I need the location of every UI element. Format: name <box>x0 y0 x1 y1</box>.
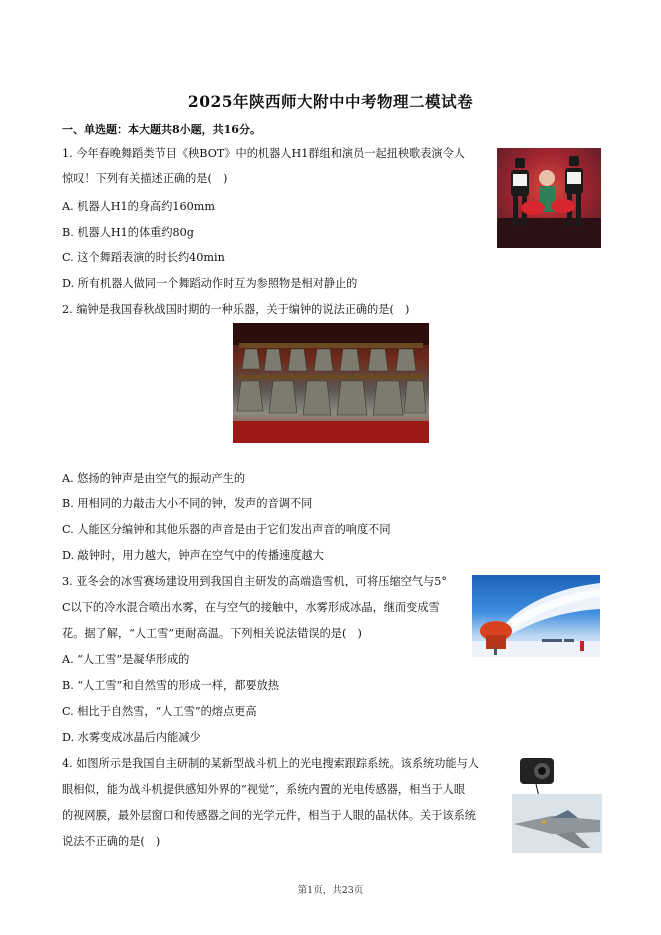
robot-dance-photo <box>497 148 601 248</box>
q1-option-b: B. 机器人H1的体重约80g <box>62 226 194 239</box>
q3-stem-line-1: 3. 亚冬会的冰雪赛场建设用到我国自主研发的高端造雪机，可将压缩空气与5° <box>62 575 447 588</box>
q2-option-d: D. 敲钟时，用力越大，钟声在空气中的传播速度越大 <box>62 549 324 562</box>
chime-bells-photo <box>233 323 429 443</box>
snow-machine-photo <box>472 575 600 657</box>
q2-option-a: A. 悠扬的钟声是由空气的振动产生的 <box>62 472 246 485</box>
q3-option-b: B. “人工雪”和自然雪的形成一样，都要放热 <box>62 679 279 692</box>
q3-stem-line-2: C以下的冷水混合喷出水雾，在与空气的接触中，水雾形成冰晶，继而变成雪 <box>62 601 440 614</box>
page-title: 2025年陕西师大附中中考物理二模试卷 <box>187 92 474 111</box>
q3-option-a: A. “人工雪”是凝华形成的 <box>62 653 190 666</box>
q1-stem-line-2: 惊叹！下列有关描述正确的是( ) <box>62 172 228 185</box>
q1-option-c: C. 这个舞蹈表演的时长约40min <box>62 251 225 264</box>
q4-stem-line-1: 4. 如图所示是我国自主研制的某新型战斗机上的光电搜索跟踪系统。该系统功能与人 <box>62 757 479 770</box>
q3-option-c: C. 相比于自然雪，“人工雪”的熔点更高 <box>62 705 257 718</box>
q1-option-d: D. 所有机器人做同一个舞蹈动作时互为参照物是相对静止的 <box>62 277 358 290</box>
q2-stem: 2. 编钟是我国春秋战国时期的一种乐器，关于编钟的说法正确的是( ) <box>62 303 410 316</box>
section-heading: 一、单选题：本大题共8小题，共16分。 <box>62 123 261 136</box>
q4-stem-line-3: 的视网膜，最外层窗口和传感器之间的光学元件，相当于人眼的晶状体。关于该系统 <box>62 809 476 822</box>
q4-stem-line-2: 眼相似，能为战斗机提供感知外界的“视觉”，系统内置的光电传感器，相当于人眼 <box>62 783 466 796</box>
q1-option-a: A. 机器人H1的身高约160mm <box>62 200 215 213</box>
page-footer: 第1页，共23页 <box>297 885 364 896</box>
q3-stem-line-3: 花。据了解，“人工雪”更耐高温。下列相关说法错误的是( ) <box>62 627 362 640</box>
fighter-jet-sensor-photo <box>512 758 602 853</box>
q3-option-d: D. 水雾变成冰晶后内能减少 <box>62 731 201 744</box>
q4-stem-line-4: 说法不正确的是( ) <box>62 835 161 848</box>
q2-option-b: B. 用相同的力敲击大小不同的钟，发声的音调不同 <box>62 497 313 510</box>
q1-stem-line-1: 1. 今年春晚舞蹈类节目《秧BOT》中的机器人H1群组和演员一起扭秧歌表演令人 <box>62 147 465 160</box>
q2-option-c: C. 人能区分编钟和其他乐器的声音是由于它们发出声音的响度不同 <box>62 523 391 536</box>
